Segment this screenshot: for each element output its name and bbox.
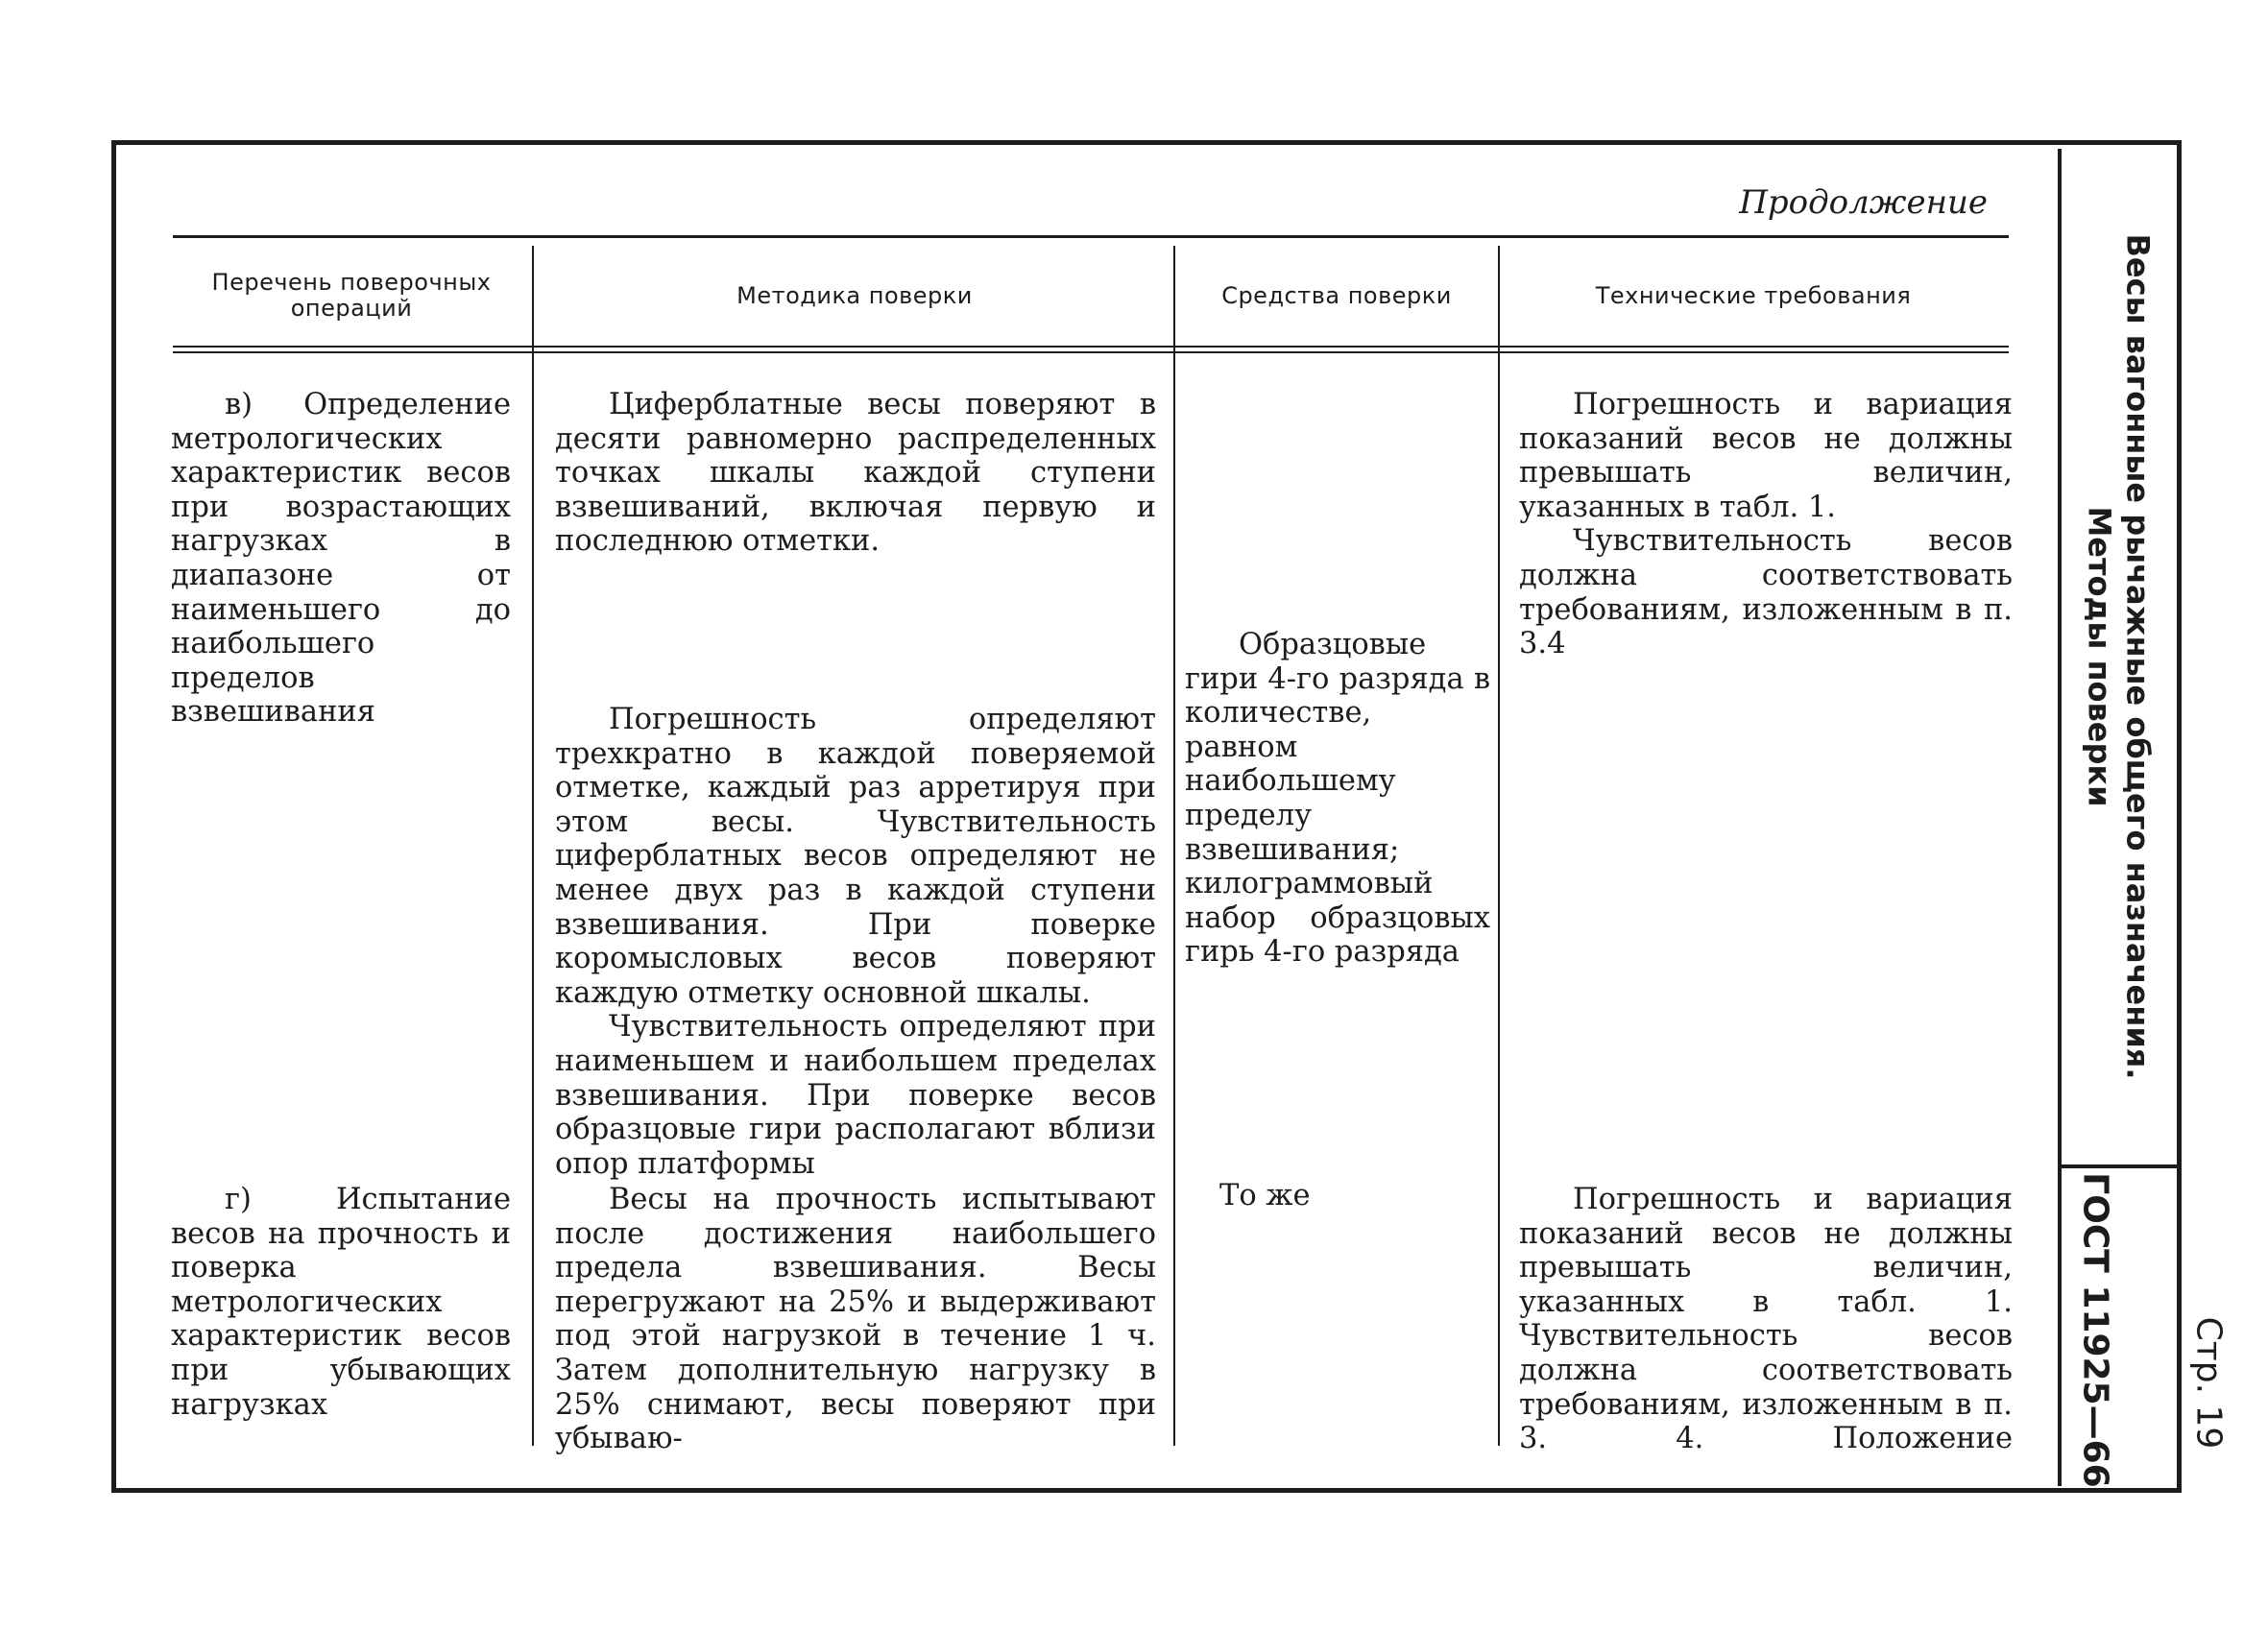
header-rule-2 xyxy=(173,351,2009,353)
standard-number: ГОСТ 11925—66 xyxy=(2075,1171,2115,1488)
row-g-requirements: Погрешность и вариация показаний весов не должны превышать величин, указанных в табл. 1. Чувствительность весов должна соответствовать требованиям, изложенным в п. 3. 4. Положение xyxy=(1519,1183,2013,1456)
column-header-method: Методика поверки xyxy=(736,281,973,309)
row-g-operation: г) Испытание весов на прочность и поверка метрологических характеристик весов при убывающих нагрузках xyxy=(171,1183,511,1422)
row-v-method-paragraph-3: Чувствительность определяют при наименьшем и наибольшем пределах взвешивания. При поверке весов образцовые гири располагают вблизи опор платформы xyxy=(555,1010,1156,1181)
side-title-line-2: Методы поверки xyxy=(2081,506,2118,807)
row-v-requirements xyxy=(1519,388,2013,661)
row-v-method-paragraph-2: Погрешность определяют трехкратно в каждой поверяемой отметке, каждый раз арретируя при этом весы. Чувствительность циферблатных весов определяют не менее двух раз в каждой ступени взвешивания. При поверке коромысловых весов поверяют каждую отметку основной шкалы. xyxy=(555,702,1156,1010)
table-top-rule xyxy=(173,235,2009,238)
frame-top-border xyxy=(111,140,2182,145)
col-divider-1 xyxy=(532,246,534,1446)
row-v-means: Образцовые гири 4-го разряда в количестве, равном наибольшему пределу взвешивания; килограммовый набор образцовых гирь 4-го разряда xyxy=(1185,628,1490,970)
side-title-line-1: Весы вагонные рычажные общего назначения. xyxy=(2119,233,2157,1080)
row-g-method: Весы на прочность испытывают после достижения наибольшего предела взвешивания. Весы перегружают на 25% и выдерживают под этой нагрузкой в течение 1 ч. Затем дополнительную нагрузку в 25% снимают, весы поверяют при убываю- xyxy=(555,1183,1156,1456)
side-column-divider xyxy=(2058,149,2062,1486)
page-number-box xyxy=(2182,1277,2235,1488)
col-divider-2 xyxy=(1173,246,1175,1446)
frame-left-border xyxy=(111,140,116,1493)
standard-number-box xyxy=(2064,1173,2126,1486)
row-v-operation: в) Определение метрологических характеристик весов при возрастающих нагрузках в диапазоне от наименьшего до наибольшего пределов взвешивания xyxy=(171,388,511,730)
side-section-divider xyxy=(2062,1164,2177,1168)
row-v-requirements-paragraph-1: Погрешность и вариация показаний весов не должны превышать величин, указанных в табл. 1. xyxy=(1519,388,2013,524)
column-header-requirements: Технические требования xyxy=(1595,281,1912,309)
column-header-operations: Перечень поверочных операций xyxy=(211,269,492,322)
row-v-method xyxy=(555,388,1156,1181)
page-number: Стр. 19 xyxy=(2188,1316,2229,1449)
column-header-means: Средства поверки xyxy=(1221,281,1452,309)
row-v-requirements-paragraph-2: Чувствительность весов должна соответствовать требованиям, изложенным в п. 3.4 xyxy=(1519,524,2013,661)
row-v-method-paragraph-1: Циферблатные весы поверяют в десяти равномерно распределенных точках шкалы каждой ступени взвешиваний, включая первую и последнюю отметки. xyxy=(555,388,1156,559)
row-g-means: То же xyxy=(1219,1179,1311,1212)
continuation-label: Продолжение xyxy=(1739,183,1988,222)
side-title xyxy=(2080,234,2157,1080)
header-rule-1 xyxy=(173,346,2009,348)
frame-bottom-border xyxy=(111,1488,2182,1493)
side-title-box xyxy=(2064,154,2172,1160)
col-divider-3 xyxy=(1498,246,1500,1446)
